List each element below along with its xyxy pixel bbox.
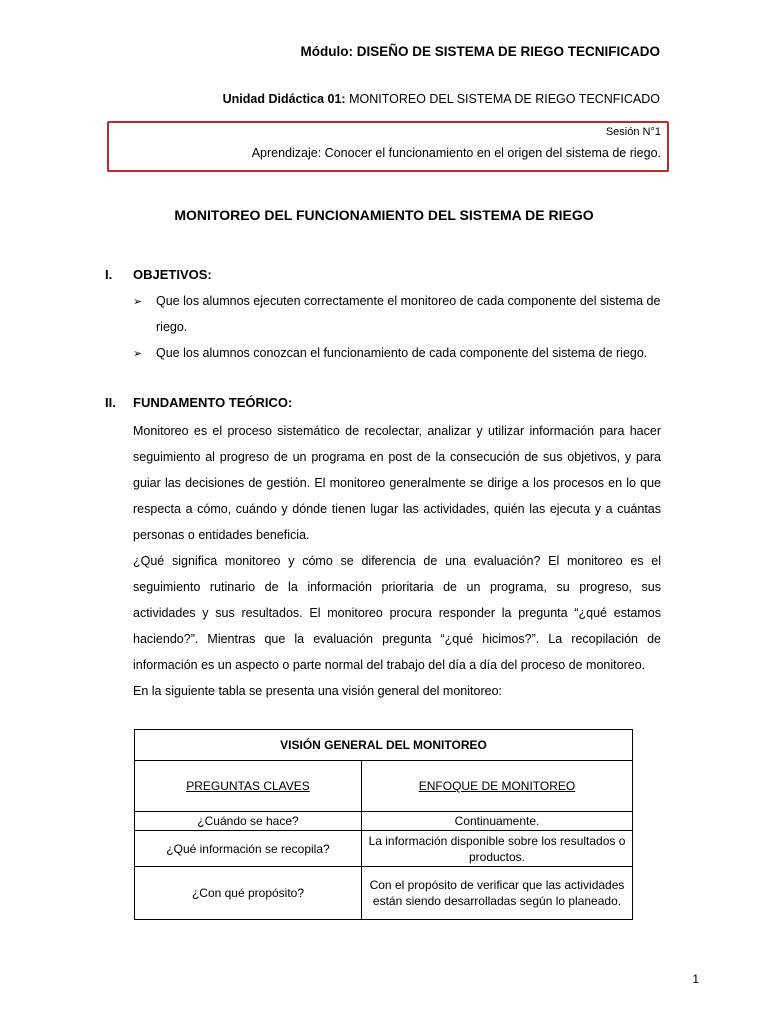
monitoring-overview-table: [134, 729, 633, 920]
session-number: Sesión N°1: [605, 126, 661, 138]
table-caption: VISIÓN GENERAL DEL MONITOREO: [135, 730, 633, 761]
section-2-number: II.: [105, 395, 116, 410]
table-row: [135, 831, 633, 867]
paragraph-3: En la siguiente tabla se presenta una visión general del monitoreo:: [133, 684, 502, 698]
unit-header: [223, 92, 660, 106]
module-header: [300, 44, 660, 59]
paragraph-line: seguimiento al progreso de un programa en post de la consecución de sus objetivos, y para: [133, 450, 661, 464]
section-1-title: OBJETIVOS:: [133, 267, 212, 282]
paragraph-line: actividades y sus resultados. El monitoreo procura responder la pregunta “¿qué estamos: [133, 606, 661, 620]
table-cell: ¿Qué información se recopila?: [135, 831, 362, 867]
section-2-title: FUNDAMENTO TEÓRICO:: [133, 395, 293, 410]
module-value: DISEÑO DE SISTEMA DE RIEGO TECNIFICADO: [356, 44, 660, 59]
paragraph-2: [133, 548, 661, 678]
section-1-number: I.: [105, 267, 113, 282]
table-row: [135, 867, 633, 920]
page-title: MONITOREO DEL FUNCIONAMIENTO DEL SISTEMA DE RIEGO: [174, 207, 594, 223]
table-cell: Continuamente.: [362, 812, 633, 831]
objective-item-1: Que los alumnos ejecuten correctamente el monitoreo de cada componente del sistema de riego.: [156, 294, 661, 334]
paragraph-line: respecta a cómo, cuándo y dónde tienen lugar las actividades, quién las ejecuta y a cuántas: [133, 502, 661, 516]
paragraph-line: ¿Qué significa monitoreo y cómo se diferencia de una evaluación? El monitoreo es el: [133, 554, 661, 568]
paragraph-line: personas o entidades beneficia.: [133, 528, 310, 542]
paragraph-line: seguimiento rutinario de la información prioritaria de un programa, su progreso, sus: [133, 580, 661, 594]
table-cell: ¿Cuándo se hace?: [135, 812, 362, 831]
table-cell: ¿Con qué propósito?: [135, 867, 362, 920]
module-label: Módulo:: [300, 44, 353, 59]
unit-value: MONITOREO DEL SISTEMA DE RIEGO TECNFICADO: [349, 92, 660, 106]
paragraph-line: Monitoreo es el proceso sistemático de recolectar, analizar y utilizar información para hacer: [133, 424, 661, 438]
arrow-bullet-icon: ➢: [133, 296, 143, 308]
paragraph-line: información es un aspecto o parte normal del trabajo del día a día del proceso de monitoreo.: [133, 658, 646, 672]
objective-item-2: Que los alumnos conozcan el funcionamiento de cada componente del sistema de riego.: [156, 346, 648, 360]
table-cell: La información disponible sobre los resultados o productos.: [362, 831, 633, 867]
paragraph-1: [133, 418, 661, 548]
table-header-focus: ENFOQUE DE MONITOREO: [362, 761, 633, 812]
session-learning: Aprendizaje: Conocer el funcionamiento en el origen del sistema de riego.: [251, 146, 661, 160]
paragraph-line: haciendo?”. Mientras que la evaluación pregunta “¿qué hicimos?”. La recopilación de: [133, 632, 661, 646]
table-cell: Con el propósito de verificar que las actividades están siendo desarrolladas según lo planeado.: [362, 867, 633, 920]
unit-label: Unidad Didáctica 01:: [222, 92, 346, 106]
paragraph-line: guiar las decisiones de gestión. El monitoreo generalmente se dirige a los procesos en lo que: [133, 476, 661, 490]
session-box: [107, 121, 669, 172]
arrow-bullet-icon: ➢: [133, 348, 143, 360]
table-row: [135, 812, 633, 831]
table-header-questions: PREGUNTAS CLAVES: [135, 761, 362, 812]
page-number: 1: [692, 972, 699, 986]
